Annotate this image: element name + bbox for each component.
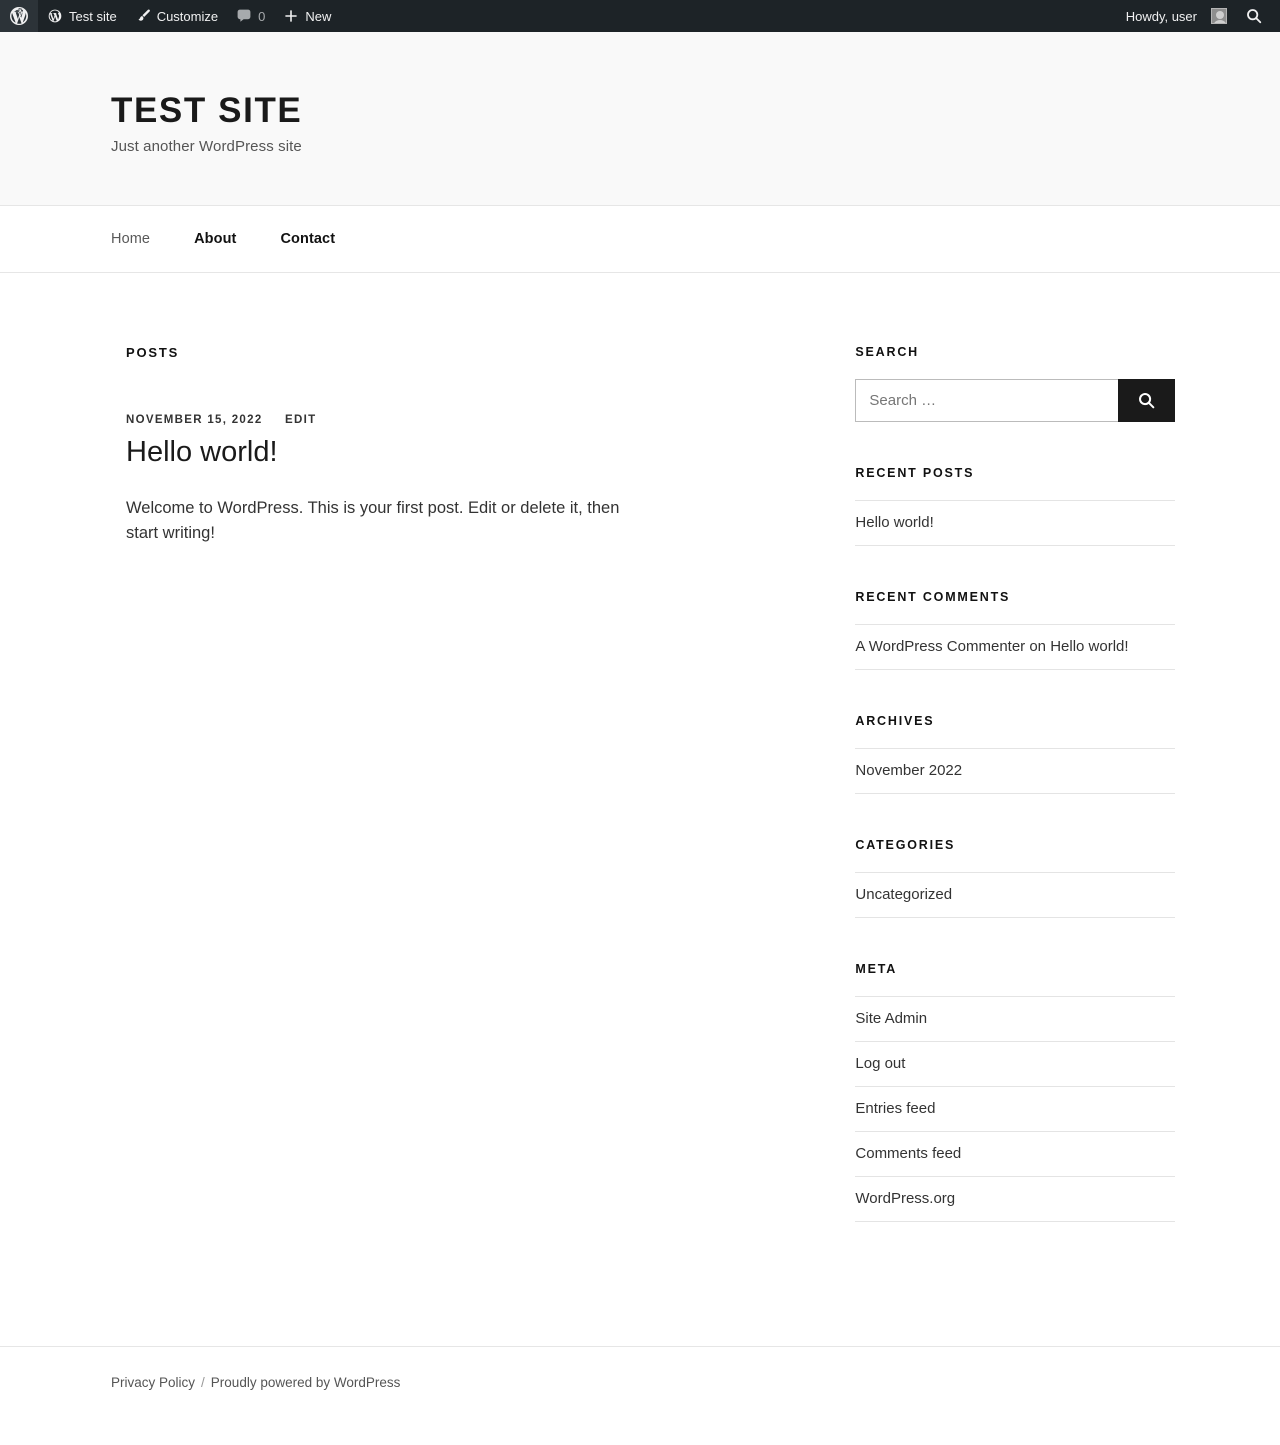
- admin-bar-search-button[interactable]: [1236, 0, 1272, 32]
- widget-meta-title: META: [855, 962, 898, 976]
- privacy-policy-link[interactable]: Privacy Policy: [111, 1375, 196, 1390]
- search-form: [855, 379, 1175, 422]
- nav-item-contact[interactable]: Contact: [280, 231, 336, 247]
- meta-link-entries-feed[interactable]: Entries feed: [855, 1100, 936, 1117]
- post-title[interactable]: Hello world!: [126, 436, 278, 468]
- admin-bar-site-name[interactable]: [38, 0, 126, 32]
- list-item: [855, 1042, 1175, 1087]
- admin-bar: [0, 0, 1280, 32]
- meta-list: [855, 996, 1175, 1222]
- list-item: [855, 1087, 1175, 1132]
- admin-bar-comments[interactable]: [227, 0, 274, 32]
- search-submit-button[interactable]: [1118, 379, 1175, 422]
- nav-item-about[interactable]: About: [194, 231, 237, 247]
- post-edit-link[interactable]: EDIT: [285, 414, 317, 426]
- widget-archives: [855, 714, 1175, 794]
- avatar: [1211, 8, 1227, 24]
- main-content: [126, 345, 696, 547]
- widget-recent-comments: [855, 590, 1175, 670]
- widget-categories-title: CATEGORIES: [855, 838, 956, 852]
- search-input[interactable]: [855, 379, 1118, 422]
- list-item: [855, 1177, 1175, 1222]
- admin-bar-right: [1117, 0, 1272, 32]
- admin-bar-customize-label: Customize: [156, 8, 219, 24]
- admin-bar-new[interactable]: [274, 0, 340, 32]
- primary-navigation: [0, 206, 1280, 273]
- meta-link-comments-feed[interactable]: Comments feed: [855, 1145, 962, 1162]
- widget-search: [855, 345, 1175, 422]
- category-link-uncategorized[interactable]: Uncategorized: [855, 886, 953, 903]
- widget-recent-posts: [855, 466, 1175, 546]
- search-icon: [1245, 7, 1263, 25]
- site-tagline: Just another WordPress site: [111, 138, 302, 155]
- list-item: [855, 1132, 1175, 1177]
- widget-recent-comments-title: RECENT COMMENTS: [855, 590, 1011, 604]
- list-item: [855, 624, 1175, 670]
- meta-link-site-admin[interactable]: Site Admin: [855, 1010, 928, 1027]
- recent-post-link[interactable]: Hello world!: [855, 514, 934, 531]
- footer-separator: /: [201, 1375, 205, 1390]
- comment-on-text: on: [1025, 638, 1051, 655]
- list-item: [855, 748, 1175, 794]
- wordpress-logo-icon: [9, 6, 29, 26]
- admin-bar-comments-count: 0: [258, 8, 266, 24]
- post-content: [126, 496, 696, 547]
- admin-bar-customize[interactable]: [126, 0, 227, 32]
- comment-author-link[interactable]: A WordPress Commenter: [855, 638, 1026, 655]
- post-meta: [126, 414, 696, 426]
- comment-bubble-icon: [236, 8, 252, 24]
- post-article: [126, 414, 696, 547]
- archive-link-november-2022[interactable]: November 2022: [855, 762, 963, 779]
- admin-bar-my-account[interactable]: [1117, 0, 1236, 32]
- meta-link-log-out[interactable]: Log out: [855, 1055, 906, 1072]
- site-header: [0, 32, 1280, 206]
- nav-item-home[interactable]: Home: [111, 231, 151, 247]
- sidebar: [855, 345, 1175, 1266]
- content-area: [90, 273, 1190, 1346]
- howdy-label: Howdy, user: [1125, 8, 1197, 24]
- categories-list: [855, 872, 1175, 918]
- recent-comments-list: [855, 624, 1175, 670]
- paintbrush-icon: [135, 8, 151, 24]
- admin-bar-new-label: New: [305, 8, 332, 24]
- post-excerpt: Welcome to WordPress. This is your first post. Edit or delete it, then start writing!: [126, 498, 620, 543]
- widget-recent-posts-title: RECENT POSTS: [855, 466, 975, 480]
- recent-posts-list: [855, 500, 1175, 546]
- site-icon: [47, 8, 63, 24]
- list-item: [855, 872, 1175, 918]
- wordpress-logo-button[interactable]: [0, 0, 38, 32]
- page-title: POSTS: [126, 345, 180, 360]
- post-date-link[interactable]: NOVEMBER 15, 2022: [126, 414, 263, 426]
- widget-meta: [855, 962, 1175, 1222]
- meta-link-wordpress-org[interactable]: WordPress.org: [855, 1190, 956, 1207]
- list-item: [855, 500, 1175, 546]
- widget-archives-title: ARCHIVES: [855, 714, 935, 728]
- list-item: [855, 996, 1175, 1042]
- admin-bar-site-name-label: Test site: [69, 8, 117, 24]
- site-title[interactable]: TEST SITE: [111, 91, 303, 130]
- comment-post-link[interactable]: Hello world!: [1050, 638, 1129, 655]
- archives-list: [855, 748, 1175, 794]
- plus-icon: [283, 8, 299, 24]
- widget-search-title: SEARCH: [855, 345, 919, 359]
- widget-categories: [855, 838, 1175, 918]
- wordpress-credit-link[interactable]: Proudly powered by WordPress: [210, 1375, 401, 1390]
- site-footer: [0, 1346, 1280, 1418]
- search-icon: [1137, 391, 1156, 410]
- footer-inner: [90, 1375, 1190, 1390]
